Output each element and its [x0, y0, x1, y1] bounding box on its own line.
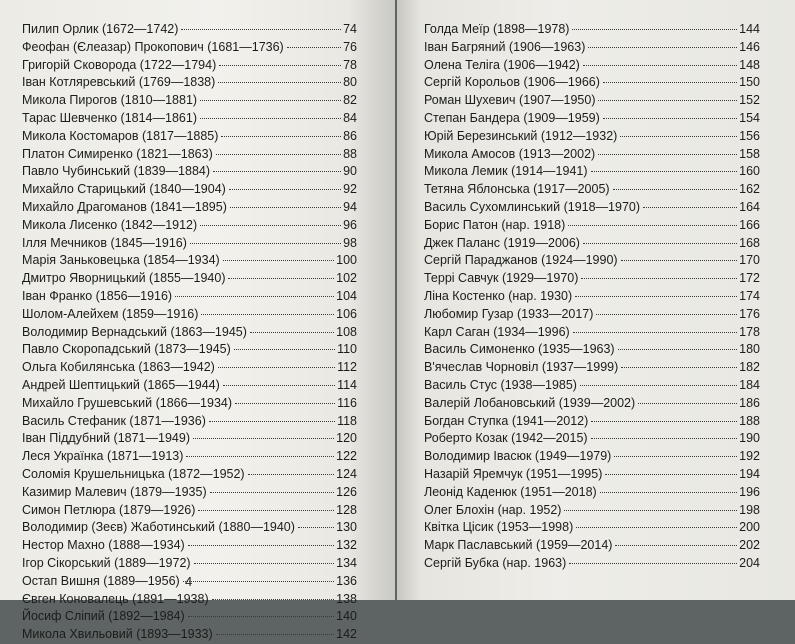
dot-leader [229, 189, 341, 190]
dot-leader [248, 474, 335, 475]
toc-entry-page: 110 [337, 342, 357, 357]
toc-entry [22, 163, 357, 181]
toc-entry-page: 106 [336, 306, 357, 321]
toc-entry-name: Михайло Драгоманов (1841—1895) [22, 199, 227, 214]
toc-entry-page: 170 [739, 253, 760, 268]
toc-entry-name: Михайло Грушевський (1866—1934) [22, 395, 233, 410]
dot-leader [591, 171, 738, 172]
dot-leader [613, 189, 738, 190]
toc-entry-name: Ігор Сікорський (1889—1972) [22, 555, 191, 570]
dot-leader [250, 332, 334, 333]
toc-entry [22, 235, 357, 253]
toc-entry-page: 108 [336, 324, 357, 339]
toc-entry-page: 120 [336, 431, 357, 446]
toc-entry-page: 136 [336, 573, 357, 588]
dot-leader [580, 385, 737, 386]
toc-entry-name: Василь Симоненко (1935—1963) [424, 342, 615, 357]
toc-entry [424, 146, 760, 164]
toc-entry [424, 57, 760, 75]
toc-entry [424, 235, 760, 253]
toc-entry-page: 112 [337, 360, 357, 375]
toc-entry [424, 537, 760, 555]
dot-leader [193, 438, 334, 439]
toc-entry-page: 190 [739, 431, 760, 446]
toc-entry-page: 96 [343, 217, 357, 232]
toc-entry-page: 176 [739, 306, 760, 321]
dot-leader [234, 349, 335, 350]
dot-leader [615, 545, 737, 546]
toc-entry [424, 341, 760, 359]
toc-entry-name: Казимир Малевич (1879—1935) [22, 484, 207, 499]
toc-entry-page: 162 [739, 182, 760, 197]
dot-leader [603, 118, 737, 119]
toc-entry-page: 152 [739, 93, 760, 108]
toc-entry [22, 199, 357, 217]
dot-leader [223, 385, 335, 386]
dot-leader [572, 29, 737, 30]
toc-entry-name: Шолом-Алейхем (1859—1916) [22, 306, 199, 321]
dot-leader [569, 563, 737, 564]
toc-entry [22, 413, 357, 431]
toc-entry-page: 104 [336, 288, 357, 303]
toc-entry-name: Карл Саган (1934—1996) [424, 324, 570, 339]
toc-entry-name: Леся Українка (1871—1913) [22, 449, 184, 464]
toc-entry [424, 324, 760, 342]
toc-entry-name: Микола Пирогов (1810—1881) [22, 93, 198, 108]
toc-entry-page: 76 [343, 39, 357, 54]
toc-entry-name: Пилип Орлик (1672—1742) [22, 22, 179, 36]
dot-leader [223, 260, 334, 261]
toc-entry [22, 324, 357, 342]
toc-entry-name: Андрей Шептицький (1865—1944) [22, 377, 220, 392]
toc-entry [22, 288, 357, 306]
toc-entry [424, 128, 760, 146]
dot-leader [216, 634, 335, 635]
dot-leader [598, 100, 737, 101]
toc-entry-page: 86 [343, 128, 357, 143]
dot-leader [188, 616, 334, 617]
dot-leader [621, 260, 738, 261]
toc-entry-page: 172 [739, 271, 760, 286]
toc-entry [22, 181, 357, 199]
dot-leader [190, 243, 341, 244]
toc-entry-page: 94 [343, 199, 357, 214]
toc-entry-page: 154 [739, 110, 760, 125]
toc-entry-page: 204 [739, 555, 760, 570]
toc-entry-name: Сергій Корольов (1906—1966) [424, 75, 600, 90]
toc-entry-page: 146 [739, 39, 760, 54]
toc-entry [22, 448, 357, 466]
right-page [397, 0, 795, 600]
toc-entry-page: 130 [336, 520, 357, 535]
toc-entry-page: 180 [739, 342, 760, 357]
toc-entry [22, 377, 357, 395]
dot-leader [614, 456, 737, 457]
dot-leader [194, 563, 335, 564]
toc-entry-name: Остап Вишня (1889—1956) [22, 573, 180, 588]
dot-leader [573, 332, 737, 333]
dot-leader [200, 225, 341, 226]
toc-entry-page: 140 [336, 609, 357, 624]
toc-entry-name: Марк Паславський (1959—2014) [424, 538, 613, 553]
toc-entry [424, 110, 760, 128]
toc-entry [424, 555, 760, 573]
toc-entry-name: Іван Котляревський (1769—1838) [22, 75, 216, 90]
toc-entry-name: Джек Паланс (1919—2006) [424, 235, 580, 250]
toc-entry-name: Володимир Вернадський (1863—1945) [22, 324, 247, 339]
dot-leader [183, 581, 334, 582]
toc-entry-name: Нестор Махно (1888—1934) [22, 538, 185, 553]
toc-entry [22, 217, 357, 235]
toc-entry [424, 306, 760, 324]
toc-entry [22, 466, 357, 484]
toc-entry-page: 150 [739, 75, 760, 90]
toc-entry-page: 82 [343, 93, 357, 108]
toc-entry-name: Марія Заньковецька (1854—1934) [22, 253, 220, 268]
toc-entry [424, 448, 760, 466]
dot-leader [591, 421, 737, 422]
toc-entry-name: Іван Багряний (1906—1963) [424, 39, 586, 54]
toc-entry-name: Соломія Крушельницька (1872—1952) [22, 466, 245, 481]
toc-entry [424, 217, 760, 235]
dot-leader [198, 510, 334, 511]
toc-entry-page: 168 [739, 235, 760, 250]
dot-leader [605, 474, 737, 475]
toc-entry-name: Квітка Цісик (1953—1998) [424, 520, 574, 535]
dot-leader [603, 82, 737, 83]
dot-leader [200, 118, 341, 119]
toc-entry-name: Роберто Козак (1942—2015) [424, 431, 588, 446]
toc-entry-page: 126 [336, 484, 357, 499]
toc-entry-name: Микола Хвильовий (1893—1933) [22, 627, 213, 642]
dot-leader [212, 599, 335, 600]
toc-entry-page: 186 [739, 395, 760, 410]
toc-entry [22, 537, 357, 555]
toc-entry-page: 74 [343, 22, 357, 36]
dot-leader [216, 154, 341, 155]
toc-entry [424, 413, 760, 431]
toc-entry-page: 192 [739, 449, 760, 464]
dot-leader [298, 527, 334, 528]
toc-entry-name: Любомир Гузар (1933—2017) [424, 306, 594, 321]
toc-entry-page: 124 [336, 466, 357, 481]
toc-entry-page: 178 [739, 324, 760, 339]
dot-leader [287, 47, 341, 48]
toc-entry-page: 194 [739, 466, 760, 481]
toc-entry [22, 306, 357, 324]
toc-entry-page: 144 [739, 22, 760, 36]
toc-entry [424, 74, 760, 92]
toc-entry [22, 555, 357, 573]
toc-entry-name: Степан Бандера (1909—1959) [424, 110, 600, 125]
dot-leader [618, 349, 738, 350]
toc-entry-page: 202 [739, 538, 760, 553]
toc-entry [424, 359, 760, 377]
toc-entry-name: Василь Стус (1938—1985) [424, 377, 577, 392]
toc-entry [22, 608, 357, 626]
toc-entry [22, 395, 357, 413]
dot-leader [591, 438, 738, 439]
toc-entry [424, 270, 760, 288]
dot-leader [209, 421, 335, 422]
toc-entry-page: 200 [739, 520, 760, 535]
table-of-contents-left [22, 21, 357, 644]
toc-entry [22, 359, 357, 377]
toc-entry [22, 110, 357, 128]
toc-entry-page: 132 [336, 538, 357, 553]
dot-leader [581, 278, 737, 279]
toc-entry-name: Роман Шухевич (1907—1950) [424, 93, 596, 108]
dot-leader [575, 296, 737, 297]
toc-entry-page: 122 [336, 449, 357, 464]
left-page [0, 0, 395, 642]
toc-entry-name: Микола Лисенко (1842—1912) [22, 217, 198, 232]
dot-leader [588, 47, 737, 48]
dot-leader [583, 243, 737, 244]
toc-entry-page: 118 [337, 413, 357, 428]
toc-entry-page: 156 [739, 128, 760, 143]
dot-leader [201, 314, 334, 315]
dot-leader [228, 278, 334, 279]
toc-entry [22, 21, 357, 39]
dot-leader [188, 545, 334, 546]
toc-entry-name: Олена Теліга (1906—1942) [424, 57, 580, 72]
dot-leader [218, 367, 335, 368]
toc-entry-name: Борис Патон (нар. 1918) [424, 217, 566, 232]
page-number: 4 [185, 574, 193, 589]
toc-entry-name: В'ячеслав Чорновіл (1937—1999) [424, 360, 619, 375]
dot-leader [186, 456, 334, 457]
toc-entry-name: Василь Сухомлинський (1918—1970) [424, 199, 641, 214]
dot-leader [620, 136, 737, 137]
toc-entry-name: Григорій Сковорода (1722—1794) [22, 57, 217, 72]
toc-entry-name: Євген Коновалець (1891—1938) [22, 591, 209, 606]
toc-entry-name: Платон Симиренко (1821—1863) [22, 146, 213, 161]
dot-leader [221, 136, 341, 137]
toc-entry-name: Михайло Старицький (1840—1904) [22, 182, 226, 197]
toc-entry-name: Сергій Параджанов (1924—1990) [424, 253, 618, 268]
toc-entry [424, 430, 760, 448]
dot-leader [643, 207, 737, 208]
dot-leader [596, 314, 737, 315]
toc-entry-name: Сергій Бубка (нар. 1963) [424, 555, 567, 570]
toc-entry-page: 174 [739, 288, 760, 303]
dot-leader [181, 29, 341, 30]
toc-entry-page: 92 [343, 182, 357, 197]
toc-entry-page: 78 [343, 57, 357, 72]
toc-entry-page: 196 [739, 484, 760, 499]
toc-entry [22, 39, 357, 57]
toc-entry [22, 484, 357, 502]
toc-entry-name: Террі Савчук (1929—1970) [424, 271, 579, 286]
toc-entry-name: Феофан (Єлеазар) Прокопович (1681—1736) [22, 39, 284, 54]
toc-entry-name: Тетяна Яблонська (1917—2005) [424, 182, 610, 197]
toc-entry [22, 128, 357, 146]
toc-entry [424, 252, 760, 270]
dot-leader [175, 296, 334, 297]
toc-entry-page: 90 [343, 164, 357, 179]
toc-entry-name: Голда Меїр (1898—1978) [424, 22, 570, 36]
toc-entry [424, 199, 760, 217]
toc-entry-page: 184 [739, 377, 760, 392]
toc-entry-name: Симон Петлюра (1879—1926) [22, 502, 196, 517]
toc-entry [424, 163, 760, 181]
toc-entry [22, 626, 357, 644]
toc-entry-name: Олег Блохін (нар. 1952) [424, 502, 562, 517]
toc-entry-name: Павло Скоропадський (1873—1945) [22, 342, 231, 357]
toc-entry [22, 74, 357, 92]
toc-entry-page: 198 [739, 502, 760, 517]
toc-entry-name: Богдан Ступка (1941—2012) [424, 413, 589, 428]
dot-leader [210, 492, 335, 493]
toc-entry-name: Володимир (Зеєв) Жаботинський (1880—1940) [22, 520, 295, 535]
toc-entry-name: Валерій Лобановський (1939—2002) [424, 395, 636, 410]
toc-entry-page: 88 [343, 146, 357, 161]
toc-entry-name: Іван Франко (1856—1916) [22, 288, 173, 303]
toc-entry [424, 181, 760, 199]
table-of-contents-right [424, 21, 760, 573]
toc-entry-page: 102 [336, 271, 357, 286]
toc-entry [424, 377, 760, 395]
toc-entry-page: 98 [343, 235, 357, 250]
toc-entry-page: 84 [343, 110, 357, 125]
dot-leader [568, 225, 737, 226]
toc-entry-name: Микола Амосов (1913—2002) [424, 146, 596, 161]
dot-leader [218, 82, 341, 83]
dot-leader [213, 171, 341, 172]
toc-entry-name: Микола Костомаров (1817—1885) [22, 128, 219, 143]
toc-entry [424, 39, 760, 57]
dot-leader [598, 154, 737, 155]
toc-entry-page: 158 [739, 146, 760, 161]
toc-entry [22, 92, 357, 110]
toc-entry [424, 21, 760, 39]
dot-leader [583, 65, 737, 66]
toc-entry-page: 160 [739, 164, 760, 179]
dot-leader [200, 100, 341, 101]
dot-leader [219, 65, 341, 66]
toc-entry-name: Іван Піддубний (1871—1949) [22, 431, 190, 446]
toc-entry [22, 270, 357, 288]
toc-entry-page: 166 [739, 217, 760, 232]
toc-entry [424, 92, 760, 110]
toc-entry [424, 395, 760, 413]
toc-entry [22, 430, 357, 448]
toc-entry [424, 466, 760, 484]
toc-entry [22, 146, 357, 164]
toc-entry-name: Володимир Івасюк (1949—1979) [424, 449, 612, 464]
toc-entry-page: 134 [336, 555, 357, 570]
toc-entry-name: Ліна Костенко (нар. 1930) [424, 288, 573, 303]
toc-entry [22, 591, 357, 609]
toc-entry-name: Юрій Березинський (1912—1932) [424, 128, 618, 143]
toc-entry-name: Ольга Кобилянська (1863—1942) [22, 360, 215, 375]
toc-entry-page: 182 [739, 360, 760, 375]
toc-entry-page: 100 [336, 253, 357, 268]
toc-entry-name: Леонід Каденюк (1951—2018) [424, 484, 597, 499]
toc-entry [424, 502, 760, 520]
toc-entry-page: 116 [337, 395, 357, 410]
toc-entry-page: 142 [336, 627, 357, 642]
toc-entry-name: Микола Лемик (1914—1941) [424, 164, 588, 179]
toc-entry [424, 519, 760, 537]
toc-entry [424, 484, 760, 502]
dot-leader [621, 367, 737, 368]
toc-entry [22, 341, 357, 359]
dot-leader [564, 510, 737, 511]
toc-entry-page: 114 [337, 377, 357, 392]
toc-entry-name: Йосиф Сліпий (1892—1984) [22, 609, 185, 624]
toc-entry-page: 148 [739, 57, 760, 72]
toc-entry-page: 138 [336, 591, 357, 606]
dot-leader [600, 492, 737, 493]
toc-entry-name: Тарас Шевченко (1814—1861) [22, 110, 197, 125]
toc-entry-name: Павло Чубинський (1839—1884) [22, 164, 211, 179]
toc-entry [22, 252, 357, 270]
toc-entry [22, 519, 357, 537]
dot-leader [638, 403, 737, 404]
toc-entry-page: 188 [739, 413, 760, 428]
toc-entry-page: 128 [336, 502, 357, 517]
toc-entry [424, 288, 760, 306]
toc-entry-page: 164 [739, 199, 760, 214]
toc-entry-name: Дмитро Яворницький (1855—1940) [22, 271, 226, 286]
toc-entry-name: Василь Стефаник (1871—1936) [22, 413, 206, 428]
toc-entry [22, 57, 357, 75]
dot-leader [230, 207, 341, 208]
toc-entry-name: Назарій Яремчук (1951—1995) [424, 466, 603, 481]
dot-leader [235, 403, 335, 404]
toc-entry [22, 502, 357, 520]
dot-leader [576, 527, 737, 528]
toc-entry-name: Ілля Мечников (1845—1916) [22, 235, 187, 250]
toc-entry-page: 80 [343, 75, 357, 90]
